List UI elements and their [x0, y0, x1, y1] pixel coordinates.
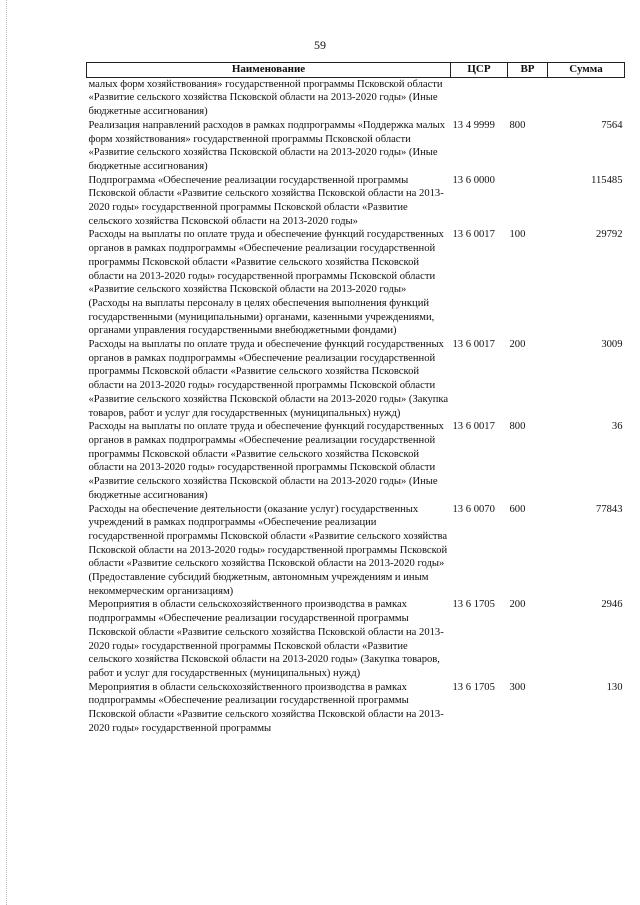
row-sum [548, 77, 625, 119]
row-csr: 13 6 0070 [452, 503, 495, 515]
row-vr [508, 174, 548, 229]
row-name: Мероприятия в области сельскохозяйственного производства в рамках подпрограммы «Обеспечение реализации государственной программы Псковской области «Развитие сельского хозяйства Псковской области на 2013-2020 годы» государственной программы [88, 681, 444, 734]
row-sum: 115485 [591, 174, 623, 186]
header-sum: Сумма [548, 63, 625, 78]
row-sum: 77843 [596, 503, 623, 515]
row-vr: 800 [509, 119, 526, 131]
row-sum: 130 [606, 681, 623, 693]
row-name: Реализация направлений расходов в рамках подпрограммы «Поддержка малых форм хозяйствования» государственной программы Псковской области «Развитие сельского хозяйства Псковской области на 2013-2020 годы» (Иные бюджетные ассигнования) [88, 119, 446, 172]
row-vr: 800 [509, 421, 526, 433]
header-csr: ЦСР [451, 63, 508, 78]
table-row [87, 77, 625, 119]
row-csr: 13 6 0017 [452, 421, 495, 433]
header-vr: ВР [508, 63, 548, 78]
row-csr: 13 6 0017 [452, 229, 495, 241]
row-vr: 200 [509, 339, 526, 351]
table-row [87, 598, 625, 680]
header-name: Наименование [87, 63, 451, 78]
row-vr: 100 [509, 229, 526, 241]
row-vr: 300 [509, 681, 526, 693]
row-csr [451, 77, 508, 119]
row-name: Расходы на выплаты по оплате труда и обеспечение функций государственных органов в рамках подпрограммы «Обеспечение реализации государственной программы Псковской области «Развитие сельского хозяйства Псковской области на 2013-2020 годы» государственной программы Псковской области «Развитие сельского хозяйства Псковской области на 2013-2020 годы» (Расходы на выплаты персоналу в целях обеспечения выполнения функций государственными (муниципальными) органами, казенными учреждениями, органами управления государственными внебюджетными фондами) [88, 229, 444, 337]
row-csr: 13 6 1705 [452, 599, 495, 611]
table-row [87, 503, 625, 599]
table-row [87, 174, 625, 229]
row-name: Расходы на обеспечение деятельности (оказание услуг) государственных учреждений в рамках подпрограммы «Обеспечение реализации государственной программы Псковской области «Развитие сельского хозяйства Псковской области на 2013-2020 годы» государственной программы Псковской области «Развитие сельского хозяйства Псковской области на 2013-2020 годы» (Предоставление субсидий бюджетным, автономным учреждениям и иным некоммерческим организациям) [88, 503, 448, 597]
row-csr: 13 6 1705 [452, 681, 495, 693]
row-csr: 13 6 0000 [452, 174, 495, 186]
row-csr: 13 4 9999 [452, 119, 495, 131]
table-header-row [87, 63, 625, 78]
row-vr: 200 [509, 599, 526, 611]
page-left-edge [6, 0, 8, 905]
row-name: Подпрограмма «Обеспечение реализации государственной программы Псковской области «Развитие сельского хозяйства Псковской области на 2013-2020 годы» государственной программы Псковской области «Развитие сельского хозяйства Псковской области на 2013-2020 годы» [88, 174, 444, 227]
row-name: малых форм хозяйствования» государственной программы Псковской области «Развитие сельского хозяйства Псковской области на 2013-2020 годы» (Иные бюджетные ассигнования) [88, 78, 443, 118]
table-row [87, 228, 625, 338]
row-csr: 13 6 0017 [452, 339, 495, 351]
row-sum: 36 [611, 421, 623, 433]
row-sum: 29792 [596, 229, 623, 241]
page-number: 59 [314, 38, 326, 52]
budget-table [86, 62, 625, 735]
row-vr: 600 [509, 503, 526, 515]
row-name: Расходы на выплаты по оплате труда и обеспечение функций государственных органов в рамках подпрограммы «Обеспечение реализации государственной программы Псковской области «Развитие сельского хозяйства Псковской области на 2013-2020 годы» государственной программы Псковской области «Развитие сельского хозяйства Псковской области на 2013-2020 годы» (Иные бюджетные ассигнования) [88, 421, 444, 501]
row-vr [508, 77, 548, 119]
table-row [87, 338, 625, 420]
row-sum: 3009 [601, 339, 623, 351]
table-row [87, 681, 625, 736]
row-name: Мероприятия в области сельскохозяйственного производства в рамках подпрограммы «Обеспечение реализации государственной программы Псковской области «Развитие сельского хозяйства Псковской области на 2013-2020 годы» государственной программы Псковской области «Развитие сельского хозяйства Псковской области на 2013-2020 годы» (Закупка товаров, работ и услуг для государственных (муниципальных) нужд) [88, 599, 444, 679]
table-row [87, 420, 625, 502]
row-name: Расходы на выплаты по оплате труда и обеспечение функций государственных органов в рамках подпрограммы «Обеспечение реализации государственной программы Псковской области «Развитие сельского хозяйства Псковской области на 2013-2020 годы» государственной программы Псковской области «Развитие сельского хозяйства Псковской области на 2013-2020 годы» (Закупка товаров, работ и услуг для государственных (муниципальных) нужд) [88, 339, 449, 419]
table-row [87, 119, 625, 174]
row-sum: 7564 [601, 119, 623, 131]
row-sum: 2946 [601, 599, 623, 611]
